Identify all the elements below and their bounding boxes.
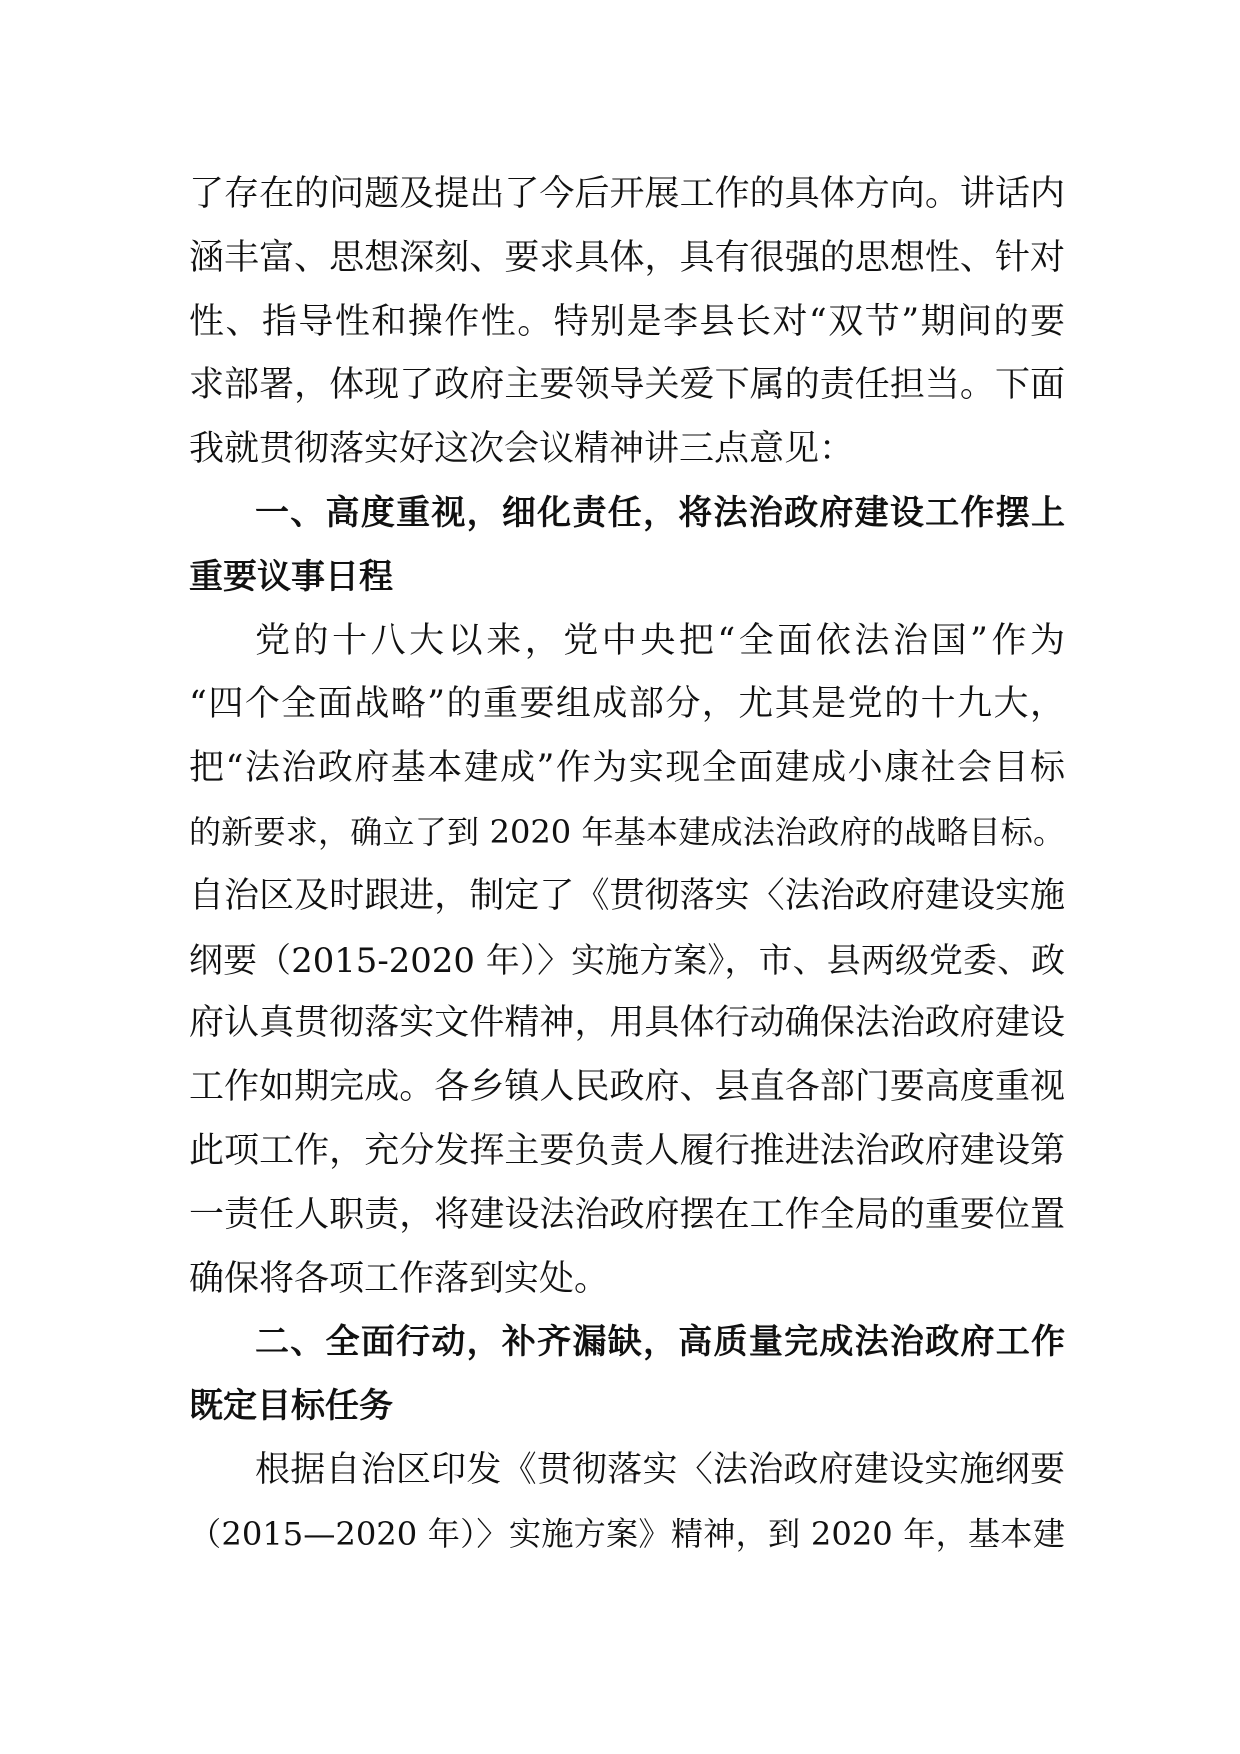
body-text-line: 涵丰富、思想深刻、要求具体，具有很强的思想性、针对 [189,237,1065,278]
body-text-line: 了存在的问题及提出了今后开展工作的具体方向。讲话内 [189,174,1065,214]
body-text-line: 性、指导性和操作性。特别是李县长对“双节”期间的要 [189,301,1065,342]
body-text-line: “四个全面战略”的重要组成部分，尤其是党的十九大， [189,684,1065,725]
body-text-line: 求部署，体现了政府主要领导关爱下属的责任担当。下面 [189,365,1065,406]
section-heading-2: 二、全面行动，补齐漏缺，高质量完成法治政府工作 [255,1322,1065,1363]
section-heading-2-continued: 既定目标任务 [189,1386,393,1427]
body-text-line: 纲要（2015-2020 年）〉实施方案》，市、县两级党委、政 [189,940,1065,980]
body-text-line: 工作如期完成。各乡镇人民政府、县直各部门要高度重视 [189,1067,1065,1108]
body-text-line: 自治区及时跟进，制定了《贯彻落实〈法治政府建设实施 [189,875,1065,916]
paragraph-first-line: 党的十八大以来，党中央把“全面依法治国”作为 [255,620,1065,661]
body-text-line: 确保将各项工作落到实处。 [189,1258,610,1299]
body-text-line: 的新要求，确立了到 2020 年基本建成法治政府的战略目标。 [189,812,1065,851]
body-text-line: 一责任人职责，将建设法治政府摆在工作全局的重要位置 [189,1194,1065,1235]
section-heading-1-continued: 重要议事日程 [189,556,393,597]
body-text-line: 府认真贯彻落实文件精神，用具体行动确保法治政府建设 [189,1003,1065,1044]
section-heading-1: 一、高度重视，细化责任，将法治政府建设工作摆上 [255,492,1065,533]
body-text-line: （2015—2020 年）〉实施方案》精神，到 2020 年，基本建 [189,1514,1065,1553]
document-page [189,163,1065,1567]
body-text-line: 我就贯彻落实好这次会议精神讲三点意见： [189,429,855,470]
body-text-line: 此项工作，充分发挥主要负责人履行推进法治政府建设第 [189,1130,1065,1171]
body-text-line: 把“法治政府基本建成”作为实现全面建成小康社会目标 [189,748,1065,789]
paragraph-first-line: 根据自治区印发《贯彻落实〈法治政府建设实施纲要 [255,1449,1065,1490]
